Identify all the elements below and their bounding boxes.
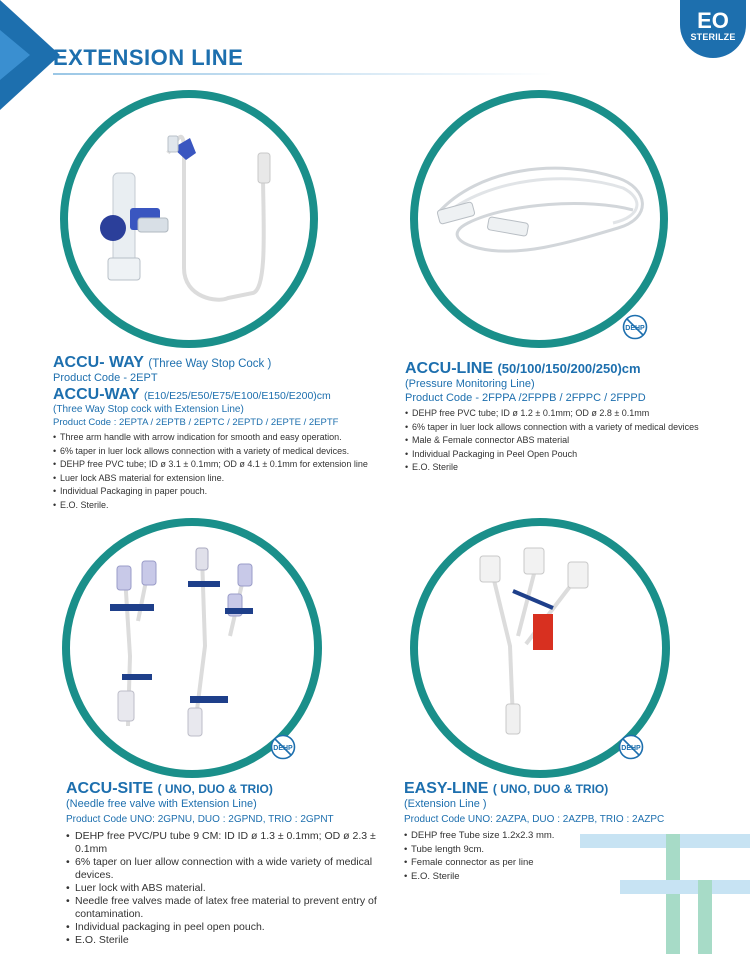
product-block-accu-site xyxy=(66,780,386,947)
dehp-label: DEHP xyxy=(621,745,641,752)
product-name: EASY-LINE xyxy=(404,780,489,797)
stopcock-illustration xyxy=(68,98,310,340)
product-name-2: ACCU-WAY xyxy=(53,386,140,403)
product-name-suffix: ( UNO, DUO & TRIO) xyxy=(157,782,273,796)
list-item: • Individual Packaging in paper pouch. xyxy=(53,485,393,499)
list-item: • DEHP free PVC/PU tube 9 CM: ID ID ø 1.3 ± 0.1mm; OD ø 2.3 ± 0.1mm xyxy=(66,830,386,856)
dehp-label: DEHP xyxy=(625,325,645,332)
dehp-free-icon xyxy=(618,734,644,760)
list-item: • DEHP free PVC tube; ID ø 3.1 ± 0.1mm; OD ø 4.1 ± 0.1mm for extension line xyxy=(53,458,393,472)
product-name-2-suffix: (E10/E25/E50/E75/E100/E150/E200)cm xyxy=(143,390,331,402)
dehp-label: DEHP xyxy=(273,745,293,752)
product-name: ACCU- WAY xyxy=(53,354,144,371)
eo-sterile-badge xyxy=(680,0,746,58)
list-item: • Three arm handle with arrow indication for smooth and easy operation. xyxy=(53,431,393,445)
product-block-accu-line xyxy=(405,360,740,475)
product-subtitle: (Extension Line ) xyxy=(404,798,487,810)
list-item: • 6% taper in luer lock allows connection with a variety of medical devices. xyxy=(53,445,393,459)
list-item: • 6% taper on luer allow connection with a wide variety of medical devices. xyxy=(66,856,386,882)
product-subtitle: (Pressure Monitoring Line) xyxy=(405,378,535,390)
decorative-bar xyxy=(698,880,712,954)
list-item: • 6% taper in luer lock allows connection with a variety of medical devices xyxy=(405,421,740,435)
product-name-suffix: (50/100/150/200/250)cm xyxy=(497,361,641,376)
list-item: • Individual Packaging in Peel Open Pouch xyxy=(405,448,740,462)
list-item: • Individual packaging in peel open pouch. xyxy=(66,921,386,934)
badge-sterile-text: STERILZE xyxy=(690,32,736,42)
product-image-accu-way xyxy=(60,90,318,348)
product-code: Product Code UNO: 2GPNU, DUO : 2GPND, TRIO : 2GPNT xyxy=(66,814,334,825)
product-heading-2 xyxy=(53,386,393,404)
list-item: • Luer lock ABS material for extension line. xyxy=(53,472,393,486)
product-name-suffix: ( UNO, DUO & TRIO) xyxy=(492,782,609,796)
product-heading xyxy=(66,780,386,798)
feature-list xyxy=(405,407,740,475)
product-heading xyxy=(405,360,740,378)
dehp-free-icon xyxy=(622,314,648,340)
corner-decoration xyxy=(0,0,60,110)
decorative-bar xyxy=(620,880,750,894)
product-subtitle: (Needle free valve with Extension Line) xyxy=(66,798,257,810)
page-title: EXTENSION LINE xyxy=(53,45,244,70)
list-item: • Needle free valves made of latex free material to prevent entry of contamination. xyxy=(66,895,386,921)
list-item: • DEHP free Tube size 1.2x2.3 mm. xyxy=(404,829,724,843)
list-item: • Male & Female connector ABS material xyxy=(405,434,740,448)
product-code: Product Code UNO: 2AZPA, DUO : 2AZPB, TRIO : 2AZPC xyxy=(404,814,665,825)
feature-list xyxy=(53,431,393,513)
list-item: • Female connector as per line xyxy=(404,856,724,870)
pressure-line-illustration xyxy=(418,98,660,340)
product-image-accu-line xyxy=(410,90,668,348)
list-item: • Tube length 9cm. xyxy=(404,843,724,857)
product-heading xyxy=(404,780,724,798)
list-item: • E.O. Sterile xyxy=(404,870,724,884)
list-item: • E.O. Sterile. xyxy=(53,499,393,513)
product-block-accu-way xyxy=(53,354,393,513)
product-name: ACCU-LINE xyxy=(405,360,493,377)
product-code: Product Code - 2FPPA /2FPPB / 2FPPC / 2FPPD xyxy=(405,392,646,404)
list-item: • DEHP free PVC tube; ID ø 1.2 ± 0.1mm; OD ø 2.8 ± 0.1mm xyxy=(405,407,740,421)
dehp-free-icon xyxy=(270,734,296,760)
product-heading xyxy=(53,354,393,372)
product-code-2: Product Code : 2EPTA / 2EPTB / 2EPTC / 2EPTD / 2EPTE / 2EPTF xyxy=(53,417,339,428)
product-name: ACCU-SITE xyxy=(66,780,154,797)
list-item: • E.O. Sterile xyxy=(66,934,386,947)
title-underline xyxy=(53,73,553,75)
decorative-bar xyxy=(666,834,680,954)
decorative-bar xyxy=(580,834,750,848)
badge-eo-text: EO xyxy=(697,8,729,33)
feature-list xyxy=(66,830,386,947)
product-subtitle: (Three Way Stop cock with Extension Line) xyxy=(53,404,244,415)
list-item: • E.O. Sterile xyxy=(405,461,740,475)
product-code: Product Code - 2EPT xyxy=(53,372,158,384)
product-name-suffix: (Three Way Stop Cock ) xyxy=(148,358,272,370)
list-item: • Luer lock with ABS material. xyxy=(66,882,386,895)
